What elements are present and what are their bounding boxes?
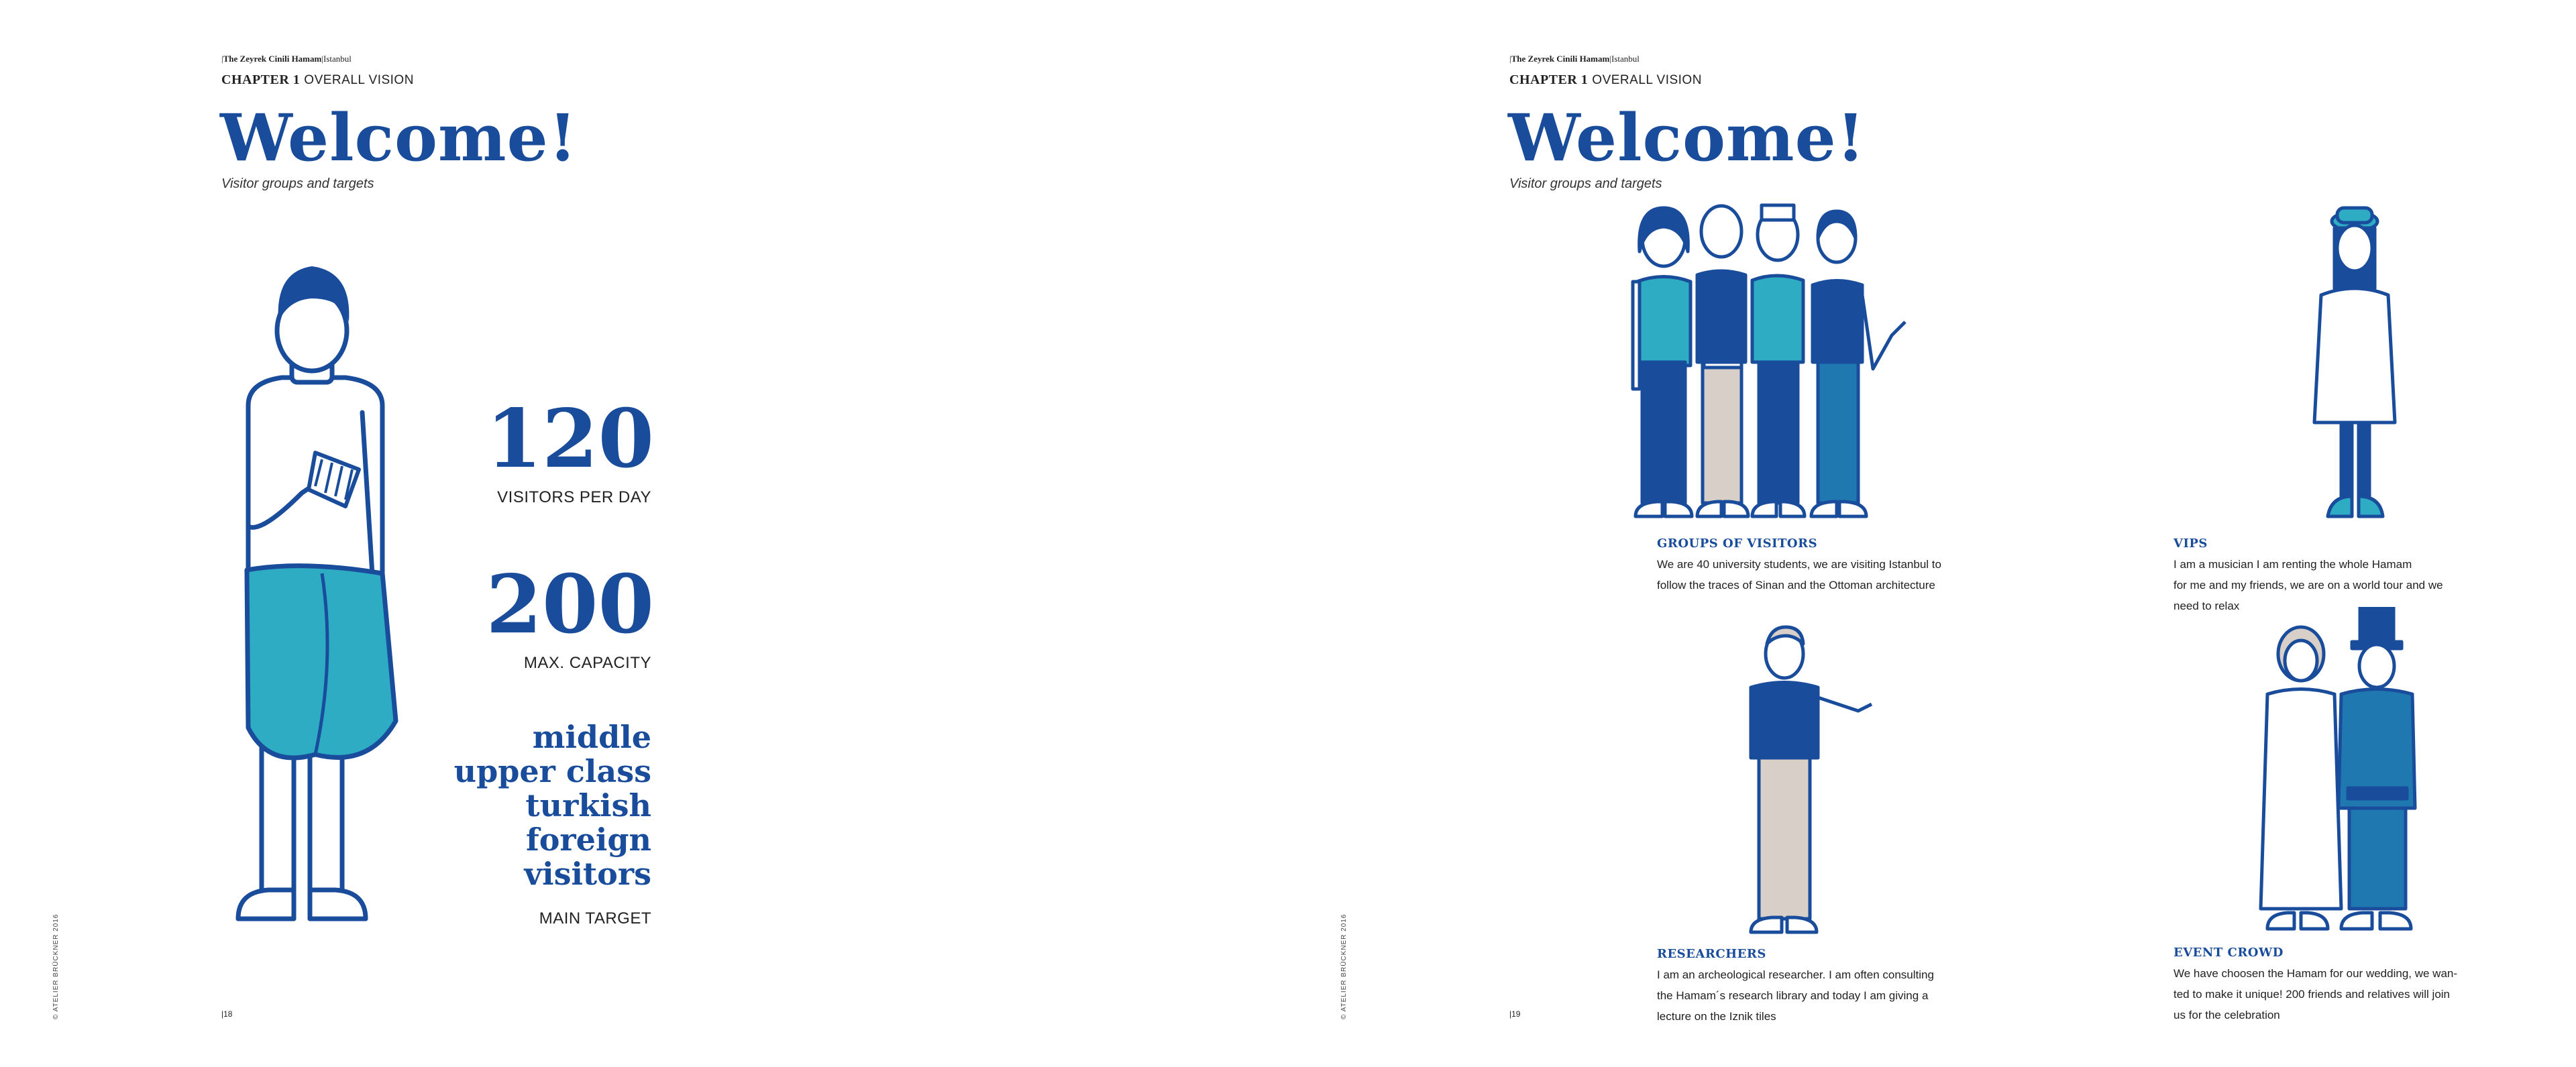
page-number: |18 <box>221 1009 233 1019</box>
group-text-researchers: I am an archeological researcher. I am often consulting the Hamam´s research library and today I am giving a lecture on the Iznik tiles <box>1657 968 1934 1023</box>
page-title: Welcome! <box>1508 100 1866 176</box>
page-number: |19 <box>1509 1009 1521 1019</box>
target-line: turkish <box>525 787 651 824</box>
vip-illustration <box>2294 201 2415 523</box>
group-text-visitors: We are 40 university students, we are visiting Istanbul to follow the traces of Sinan and the Ottoman architecture <box>1657 558 1941 592</box>
target-line: middle <box>532 719 651 755</box>
running-head: |The Zeyrek Cinili Hamam|Istanbul <box>1509 54 1640 64</box>
researcher-illustration <box>1731 624 1878 939</box>
stat-label-visitors: VISITORS PER DAY <box>497 488 651 506</box>
running-head: |The Zeyrek Cinili Hamam|Istanbul <box>221 54 352 64</box>
group-text-vips: I am a musician I am renting the whole Hamam for me and my friends, we are on a world tour and we need to relax <box>2174 558 2443 612</box>
page-title: Welcome! <box>220 100 578 176</box>
target-line: visitors <box>524 856 651 892</box>
page-subtitle: Visitor groups and targets <box>221 176 374 191</box>
target-line: upper class <box>453 753 651 789</box>
chapter-heading: CHAPTER 1 OVERALL VISION <box>1509 72 1702 87</box>
group-title-visitors: GROUPS OF VISITORS <box>1657 537 1818 551</box>
stat-value-visitors: 120 <box>486 392 654 486</box>
stat-value-capacity: 200 <box>486 557 654 652</box>
event-crowd-illustration <box>2254 607 2455 942</box>
group-title-researchers: RESEARCHERS <box>1657 947 1766 961</box>
group-title-event-crowd: EVENT CROWD <box>2174 946 2284 960</box>
chapter-heading: CHAPTER 1 OVERALL VISION <box>221 72 414 87</box>
main-target-label: MAIN TARGET <box>539 909 651 928</box>
group-of-visitors-illustration <box>1623 201 1972 523</box>
stat-label-capacity: MAX. CAPACITY <box>523 654 651 672</box>
main-target-list <box>454 720 651 891</box>
group-title-vips: VIPS <box>2174 537 2208 551</box>
copyright-note: © ATELIER BRÜCKNER 2016 <box>1340 913 1348 1019</box>
group-text-event-crowd: We have choosen the Hamam for our wedding, we wan- ted to make it unique! 200 friends and relatives will join us for the celebration <box>2174 967 2458 1021</box>
page-subtitle: Visitor groups and targets <box>1509 176 1662 191</box>
right-page <box>1288 0 2576 1067</box>
bather-illustration <box>221 258 409 929</box>
target-line: foreign <box>525 822 651 858</box>
copyright-note: © ATELIER BRÜCKNER 2016 <box>52 913 60 1019</box>
